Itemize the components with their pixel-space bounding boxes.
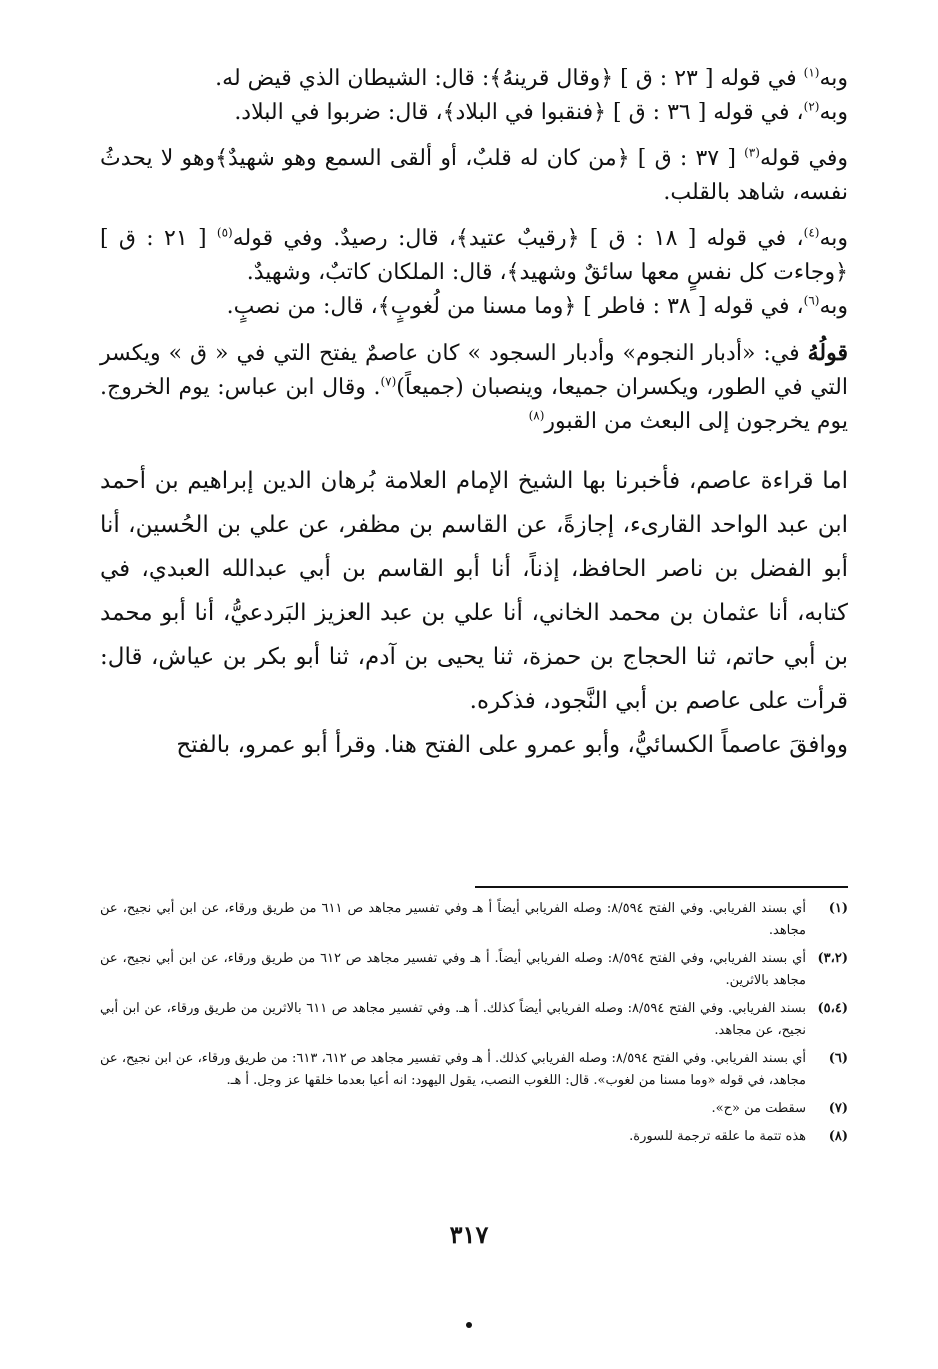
footnote-text: أي بسند الفريابي. وفي الفتح ٨/٥٩٤: وصله الفريابي أيضاً أ هـ وفي تفسير مجاهد ص ٦١١ من طريق ورقاء، عن ابن أبي نجيح، عن مجاهد. xyxy=(100,901,806,938)
footnotes xyxy=(100,898,848,1154)
footnote-number: (٧) xyxy=(828,1101,848,1116)
paragraph xyxy=(100,723,848,767)
footnote-number: (٣،٢) xyxy=(817,951,848,966)
heading-word: قولُهُ xyxy=(807,340,848,366)
footnote-divider xyxy=(475,886,848,888)
footnote-marker: (٨) xyxy=(528,408,545,423)
page-number: ٣١٧ xyxy=(449,1220,489,1249)
footnote xyxy=(100,1098,848,1120)
text-segment: وبه xyxy=(819,66,848,91)
footnote-marker: (١) xyxy=(803,65,820,80)
text-segment: [ ٣٧ : ق ] ﴿من كان له قلبٌ، أو ألقى السمع وهو شهيدٌ﴾وهو لا يحدثُ نفسه، شاهد بالقلب. xyxy=(100,146,848,205)
footnote-number: (٥،٤) xyxy=(817,1001,848,1016)
text-segment: . وقال ابن عباس: يوم الخروج. يوم يخرجون إلى البعث من القبور xyxy=(100,375,848,434)
text-segment: اما قراءة عاصم، فأخبرنا بها الشيخ الإمام العلامة بُرهان الدين إبراهيم بن أحمد ابن عبد الواحد القارىء، إجازةً، عن القاسم بن مظفر، عن علي بن الحُسين، أنا أبو الفضل بن ناصر الحافظ، إذناً، أنا أبو القاسم بن أبي عبدالله العبدي، في كتابه، أنا عثمان بن محمد الخاني، أنا علي بن عبد العزيز البَردعيُّ، أنا أبو محمد بن أبي حاتم، ثنا الحجاج بن حمزة، ثنا يحيى بن آدم، ثنا أبو بكر بن عياش، قال: قرأت على عاصم بن أبي النَّجود، فذكره. xyxy=(100,468,848,714)
footnote-number: (٦) xyxy=(828,1051,848,1066)
footnote xyxy=(100,998,848,1042)
footnote-marker: (٧) xyxy=(380,374,397,389)
text-segment: ، في قوله [ ٣٦ : ق ] ﴿فنقبوا في البلاد﴾، قال: ضربوا في البلاد. xyxy=(234,100,804,125)
paragraph xyxy=(100,96,848,130)
text-segment: في قوله [ ٢٣ : ق ] ﴿وقال قرينهُ﴾: قال: الشيطان الذي قيض له. xyxy=(215,66,804,91)
footnote xyxy=(100,948,848,992)
text-segment: وبه xyxy=(819,100,848,125)
text-segment: في: «أدبار النجوم» وأدبار السجود » كان عاصمٌ يفتح التي في « ق » ويكسر التي في الطور، ويكسران جميعا، وينصبان (جميعاً) xyxy=(100,341,849,400)
paragraph xyxy=(100,62,848,96)
footnote xyxy=(100,1048,848,1092)
text-segment: وفي قوله xyxy=(759,146,848,171)
footnote-text: بسند الفريابي. وفي الفتح ٨/٥٩٤: وصله الفريابي أيضاً كذلك. أ هـ. وفي تفسير مجاهد ص ٦١١ بالاثرين من طريق ورقاء، عن ابن أبي نجيح، عن مجاهد. xyxy=(100,1001,806,1038)
footnote-text: هذه تتمة ما علقه ترجمة للسورة. xyxy=(629,1129,806,1144)
paragraph xyxy=(100,142,848,210)
paragraph xyxy=(100,459,848,723)
footnote-number: (١) xyxy=(828,901,848,916)
text-segment: ، في قوله [ ١٨ : ق ] ﴿رقيبٌ عتيد﴾، قال: رصيدٌ. وفي قوله xyxy=(232,226,804,251)
text-segment: [ ٢١ : ق ] ﴿وجاءت كل نفسٍ معها سائقٌ وشهيد﴾، قال: الملكان كاتبٌ، وشهيدٌ. xyxy=(100,226,848,285)
footnote-marker: (٦) xyxy=(803,293,820,308)
footnote xyxy=(100,898,848,942)
footnote-marker: (٤) xyxy=(803,225,820,240)
footnote xyxy=(100,1126,848,1148)
text-segment: ، في قوله [ ٣٨ : فاطر ] ﴿وما مسنا من لُغوبٍ﴾، قال: من نصبٍ. xyxy=(226,294,804,319)
paragraph xyxy=(100,222,848,290)
main-text xyxy=(100,62,848,767)
paragraph xyxy=(100,336,848,439)
footnote-marker: (٥) xyxy=(216,225,233,240)
paragraph xyxy=(100,290,848,324)
footnote-number: (٨) xyxy=(828,1129,848,1144)
bottom-dot xyxy=(466,1322,472,1328)
footnote-text: أي بسند الفريابي. وفي الفتح ٨/٥٩٤: وصله الفريابي كذلك. أ هـ وفي تفسير مجاهد ص ٦١٢، ٦١٣: من طريق ورقاء، عن ابن نجيح، عن مجاهد، في قوله «وما مسنا من لغوب». قال: اللغوب النصب، يقول اليهود: انه أعيا بعدما خلقها عز وجل. أ هـ. xyxy=(100,1051,806,1088)
footnote-text: سقطت من «ح». xyxy=(711,1101,806,1116)
text-segment: ووافقَ عاصماً الكسائيُّ، وأبو عمرو على الفتح هنا. وقرأ أبو عمرو، بالفتح xyxy=(176,732,848,758)
text-segment: وبه xyxy=(819,226,848,251)
footnote-marker: (٣) xyxy=(744,145,760,160)
footnote-text: أي بسند الفريابي، وفي الفتح ٨/٥٩٤: وصله الفريابي أيضاً. أ هـ وفي تفسير مجاهد ص ٦١٢ من طريق ورقاء، عن ابن أبي نجيح، عن مجاهد بالاثرين. xyxy=(100,951,806,988)
footnote-marker: (٢) xyxy=(803,99,820,114)
text-segment: وبه xyxy=(819,294,848,319)
